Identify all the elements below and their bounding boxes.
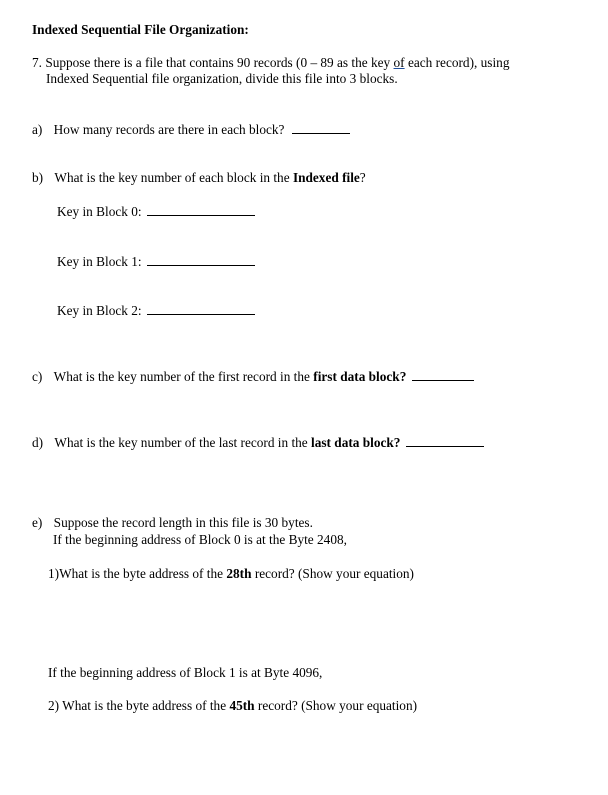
question-b-bold-text: Indexed file bbox=[292, 170, 360, 185]
key-block-0-answer-blank[interactable] bbox=[147, 203, 255, 216]
question-d-label: d) bbox=[32, 435, 44, 450]
question-7-underlined-of: of bbox=[393, 55, 405, 70]
question-d-bold-text: last data block? bbox=[311, 435, 401, 450]
question-e-text-1: Suppose the record length in this file is 30 bytes. bbox=[53, 515, 313, 530]
question-c-answer-blank[interactable] bbox=[412, 368, 474, 381]
question-c-label: c) bbox=[32, 369, 43, 384]
question-b-label: b) bbox=[32, 170, 44, 185]
question-e-sub-1-bold: 28th bbox=[226, 566, 252, 581]
page-title: Indexed Sequential File Organization: bbox=[32, 22, 249, 37]
question-e-sub-1 bbox=[48, 566, 414, 582]
question-d-answer-blank[interactable] bbox=[406, 434, 484, 447]
question-e-sub-2-text-c: record? (Show your equation) bbox=[257, 698, 418, 713]
question-d-text: What is the key number of the last record in the bbox=[54, 435, 308, 450]
question-a bbox=[32, 121, 350, 138]
question-7-line-1 bbox=[32, 55, 509, 71]
question-b bbox=[32, 170, 366, 186]
question-e-label: e) bbox=[32, 515, 43, 530]
key-block-0-label: Key in Block 0: bbox=[57, 204, 142, 219]
question-7-text-b: each record), using bbox=[407, 55, 510, 70]
question-7-number: 7. bbox=[32, 55, 42, 70]
key-block-1-row bbox=[57, 253, 255, 270]
question-d bbox=[32, 434, 484, 451]
question-a-text: How many records are there in each block? bbox=[53, 122, 285, 137]
question-7-text-a: Suppose there is a file that contains 90 records (0 – 89 as the key bbox=[45, 55, 391, 70]
question-e-text-2: If the beginning address of Block 0 is at the Byte 2408, bbox=[53, 532, 347, 547]
question-e-sub-2-text-a: 2) What is the byte address of the bbox=[48, 698, 227, 713]
key-block-2-label: Key in Block 2: bbox=[57, 303, 142, 318]
question-a-answer-blank[interactable] bbox=[292, 121, 350, 134]
question-b-text: What is the key number of each block in the bbox=[54, 170, 290, 185]
key-block-2-answer-blank[interactable] bbox=[147, 302, 255, 315]
question-a-label: a) bbox=[32, 122, 43, 137]
key-block-1-answer-blank[interactable] bbox=[147, 253, 255, 266]
key-block-1-label: Key in Block 1: bbox=[57, 254, 142, 269]
key-block-0-row bbox=[57, 203, 255, 220]
question-c-text: What is the key number of the first record in the bbox=[53, 369, 310, 384]
question-e-sub-2-bold: 45th bbox=[229, 698, 255, 713]
question-b-question-mark: ? bbox=[359, 170, 366, 185]
question-c bbox=[32, 368, 474, 385]
question-e-text-3: If the beginning address of Block 1 is at Byte 4096, bbox=[48, 665, 323, 680]
question-e-sub-1-text-a: 1)What is the byte address of the bbox=[48, 566, 224, 581]
question-e-line-1 bbox=[32, 515, 313, 531]
question-e-sub-1-text-c: record? (Show your equation) bbox=[254, 566, 414, 581]
key-block-2-row bbox=[57, 302, 255, 319]
question-c-bold-text: first data block? bbox=[313, 369, 407, 384]
question-7-line-2: Indexed Sequential file organization, divide this file into 3 blocks. bbox=[46, 71, 398, 86]
question-e-sub-2 bbox=[48, 698, 417, 714]
